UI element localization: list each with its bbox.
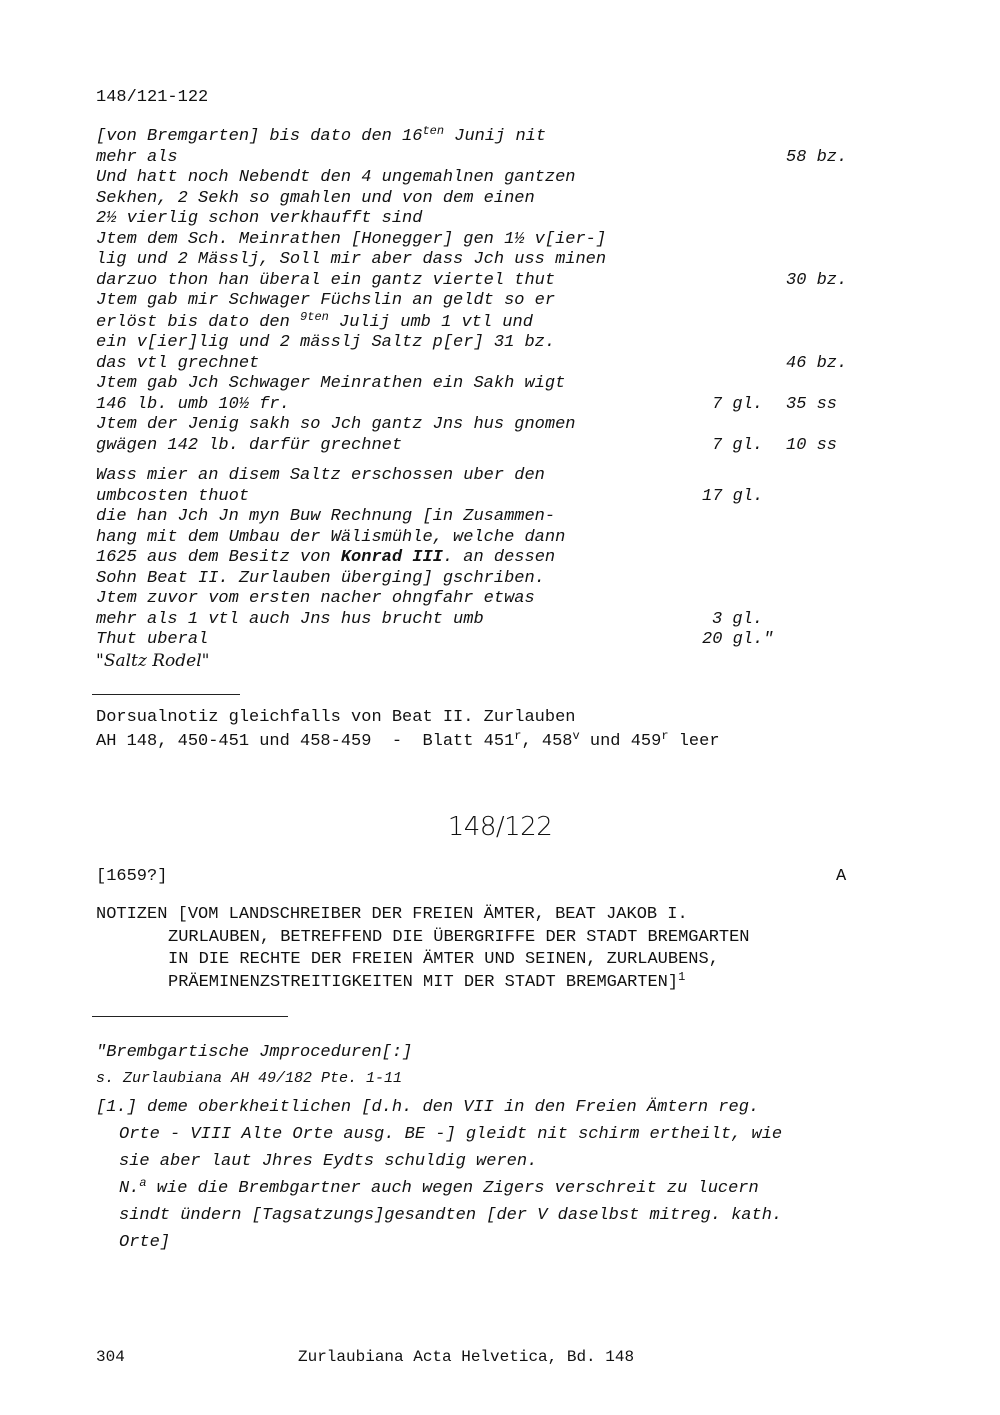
summary-line: umbcosten thuot	[96, 487, 250, 506]
ledger-line: 146 lb. umb 10½ fr.	[96, 395, 290, 414]
body-line: N.$^a$ wie die Brembgartner auch wegen Zigers verschreit zu lucern	[119, 1176, 759, 1198]
summary-line: Thut uberal	[96, 630, 209, 649]
document-heading-line: IN DIE RECHTE DER FREIEN ÄMTER UND SEINEN, ZURLAUBENS,	[168, 950, 719, 969]
ledger-line: Jtem gab mir Schwager Füchslin an geldt so er	[96, 291, 556, 310]
amount-bz: 46 bz.	[786, 354, 848, 373]
section-title: 148/122	[447, 812, 553, 842]
amount-bz: 30 bz.	[786, 271, 848, 290]
amount-ss: 35 ss	[786, 395, 838, 414]
body-line: Orte]	[119, 1233, 171, 1252]
ledger-line: darzuo thon han überal ein gantz viertel thut	[96, 271, 556, 290]
dorsal-note: Dorsualnotiz gleichfalls von Beat II. Zurlauben	[96, 708, 576, 727]
ledger-line: ein v[ier]lig und 2 mässlj Saltz p[er] 31 bz.	[96, 333, 556, 352]
body-line: sie aber laut Jhres Eydts schuldig weren.	[119, 1152, 538, 1171]
reference-line: s. Zurlaubiana AH 49/182 Pte. 1-11	[96, 1070, 403, 1087]
ledger-line: Sekhen, 2 Sekh so gmahlen und von dem einen	[96, 189, 535, 208]
summary-line: Sohn Beat II. Zurlauben überging] gschriben.	[96, 569, 545, 588]
ledger-line: Jtem dem Sch. Meinrathen [Honegger] gen 1½ v[ier-]	[96, 230, 607, 249]
amount-bz: 58 bz.	[786, 148, 848, 167]
amount-ss: 10 ss	[786, 436, 838, 455]
summary-line: hang mit dem Umbau der Wälismühle, welche dann	[96, 528, 566, 547]
body-line: sindt ündern [Tagsatzungs]gesandten [der V daselbst mitreg. kath.	[119, 1206, 783, 1225]
ledger-line: Und hatt noch Nebendt den 4 ungemahlnen gantzen	[96, 168, 576, 187]
summary-line: Jtem zuvor vom ersten nacher ohngfahr etwas	[96, 589, 535, 608]
ledger-line: das vtl grechnet	[96, 354, 260, 373]
summary-line: mehr als 1 vtl auch Jns hus brucht umb	[96, 610, 484, 629]
separator-rule	[92, 694, 240, 695]
amount-gl: 7 gl.	[712, 436, 764, 455]
document-date: [1659?]	[96, 867, 168, 886]
document-heading-line: PRÄEMINENZSTREITIGKEITEN MIT DER STADT BREMGARTEN]$^1$	[168, 970, 686, 992]
document-heading-line: NOTIZEN [VOM LANDSCHREIBER DER FREIEN ÄMTER, BEAT JAKOB I.	[96, 905, 688, 924]
ledger-line: mehr als	[96, 148, 178, 167]
person-name: Konrad III	[340, 548, 443, 567]
body-line: [1.] deme oberkheitlichen [d.h. den VII in den Freien Ämtern reg.	[96, 1098, 760, 1117]
ledger-line: [von Bremgarten] bis dato den $16^{ten}$ Junij nit	[96, 124, 547, 146]
footnote-marker: 1	[678, 970, 686, 984]
footer-title: Zurlaubiana Acta Helvetica, Bd. 148	[298, 1348, 635, 1366]
summary-line: Wass mier an disem Saltz erschossen uber den	[96, 466, 545, 485]
summary-line: 1625 aus dem Besitz von Konrad III. an dessen	[96, 548, 556, 567]
ledger-line: lig und 2 Mässlj, Soll mir aber dass Jch uss minen	[96, 250, 607, 269]
ledger-line: gwägen 142 lb. darfür grechnet	[96, 436, 403, 455]
document-grade: A	[836, 867, 847, 886]
ledger-line: Jtem gab Jch Schwager Meinrathen ein Sakh wigt	[96, 374, 566, 393]
quote-title: "Brembgartische Jmproceduren[:]	[96, 1043, 413, 1062]
ledger-line: Jtem der Jenig sakh so Jch gantz Jns hus gnomen	[96, 415, 576, 434]
amount-gl: 3 gl.	[712, 610, 764, 629]
document-heading-line: ZURLAUBEN, BETREFFEND DIE ÜBERGRIFFE DER STADT BREMGARTEN	[168, 928, 750, 947]
amount-gl: 17 gl.	[702, 487, 764, 506]
ledger-line: erlöst bis dato den $^{9ten}$ Julij umb 1 vtl und	[96, 310, 533, 332]
document-label: "Saltz Rodel"	[96, 651, 210, 671]
ledger-line: 2½ vierlig schon verkhaufft sind	[96, 209, 423, 228]
separator-rule	[92, 1016, 288, 1017]
summary-line: die han Jch Jn myn Buw Rechnung [in Zusammen-	[96, 507, 556, 526]
amount-gl: 7 gl.	[712, 395, 764, 414]
archive-reference: AH 148, 450-451 und 458-459 - Blatt 451$^r$, 458$^v$ und 459$^r$ leer	[96, 729, 720, 751]
body-line: Orte - VIII Alte Orte ausg. BE -] gleidt nit schirm ertheilt, wie	[119, 1125, 783, 1144]
page-reference: 148/121-122	[96, 88, 209, 107]
amount-gl-total: 20 gl."	[702, 630, 774, 649]
page-number: 304	[96, 1348, 125, 1366]
